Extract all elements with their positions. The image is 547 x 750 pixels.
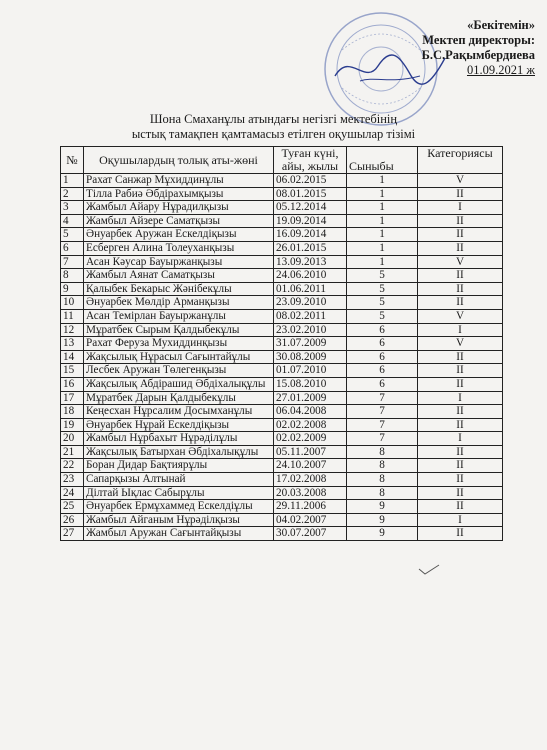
student-name: Әнуарбек Нұрай Ескелдіқызы (84, 418, 274, 432)
class-number: 9 (347, 500, 418, 514)
table-row (61, 527, 503, 541)
birth-date: 01.06.2011 (274, 282, 347, 296)
row-number: 3 (61, 201, 84, 215)
student-name: Рахат Феруза Мухиддинқызы (84, 337, 274, 351)
category: II (418, 282, 503, 296)
row-number: 21 (61, 445, 84, 459)
table-row (61, 269, 503, 283)
row-number: 24 (61, 486, 84, 500)
category: I (418, 201, 503, 215)
category: II (418, 377, 503, 391)
student-name: Кеңесхан Нұрсалим Досымханұлы (84, 405, 274, 419)
table-row (61, 391, 503, 405)
class-number: 5 (347, 309, 418, 323)
birth-date: 01.07.2010 (274, 364, 347, 378)
class-number: 1 (347, 201, 418, 215)
table-row (61, 377, 503, 391)
category: II (418, 486, 503, 500)
student-name: Әнуарбек Ермұхаммед Ескелдіұлы (84, 500, 274, 514)
student-name: Асан Кәусар Бауыржанқызы (84, 255, 274, 269)
category: II (418, 350, 503, 364)
row-number: 20 (61, 432, 84, 446)
table-row (61, 323, 503, 337)
birth-date: 27.01.2009 (274, 391, 347, 405)
student-name: Жамбыл Айганым Нұрәділқызы (84, 513, 274, 527)
table-row (61, 296, 503, 310)
header-full-name: Оқушылардың толық аты-жөні (84, 147, 274, 174)
table-row (61, 201, 503, 215)
birth-date: 06.02.2015 (274, 174, 347, 188)
birth-date: 06.04.2008 (274, 405, 347, 419)
approval-date: 01.09.2021 ж (466, 63, 535, 77)
row-number: 16 (61, 377, 84, 391)
class-number: 8 (347, 473, 418, 487)
check-mark-icon (418, 563, 440, 575)
row-number: 14 (61, 350, 84, 364)
category: II (418, 228, 503, 242)
student-name: Мұратбек Сырым Қалдыбекұлы (84, 323, 274, 337)
document-title-line-2: ыстық тамақпен қамтамасыз етілген оқушылар тізімі (131, 127, 416, 141)
row-number: 26 (61, 513, 84, 527)
row-number: 5 (61, 228, 84, 242)
category: V (418, 255, 503, 269)
row-number: 2 (61, 187, 84, 201)
table-row (61, 445, 503, 459)
category: II (418, 269, 503, 283)
class-number: 5 (347, 296, 418, 310)
category: II (418, 418, 503, 432)
student-name: Жамбыл Аянат Саматқызы (84, 269, 274, 283)
row-number: 1 (61, 174, 84, 188)
table-row (61, 473, 503, 487)
category: II (418, 364, 503, 378)
class-number: 6 (347, 337, 418, 351)
row-number: 13 (61, 337, 84, 351)
birth-date: 30.08.2009 (274, 350, 347, 364)
table-row (61, 459, 503, 473)
student-name: Есберген Алина Толеуханқызы (84, 241, 274, 255)
class-number: 1 (347, 255, 418, 269)
row-number: 6 (61, 241, 84, 255)
table-row (61, 255, 503, 269)
category: II (418, 241, 503, 255)
row-number: 9 (61, 282, 84, 296)
table-row (61, 418, 503, 432)
birth-date: 08.02.2011 (274, 309, 347, 323)
row-number: 17 (61, 391, 84, 405)
category: II (418, 296, 503, 310)
class-number: 5 (347, 269, 418, 283)
header-class: Сыныбы (347, 147, 418, 174)
birth-date: 29.11.2006 (274, 500, 347, 514)
category: I (418, 513, 503, 527)
category: V (418, 174, 503, 188)
student-name: Жақсылық Нұрасыл Сағынтайұлы (84, 350, 274, 364)
birth-date: 20.03.2008 (274, 486, 347, 500)
student-name: Жақсылық Абдірашид Әбдіхалықұлы (84, 377, 274, 391)
row-number: 27 (61, 527, 84, 541)
table-row (61, 282, 503, 296)
category: II (418, 527, 503, 541)
table-row (61, 405, 503, 419)
student-name: Боран Дидар Бақтиярұлы (84, 459, 274, 473)
table-row (61, 513, 503, 527)
class-number: 6 (347, 364, 418, 378)
row-number: 23 (61, 473, 84, 487)
class-number: 6 (347, 350, 418, 364)
birth-date: 05.11.2007 (274, 445, 347, 459)
student-name: Лесбек Аружан Төлегенқызы (84, 364, 274, 378)
category: II (418, 187, 503, 201)
category: II (418, 473, 503, 487)
category: II (418, 405, 503, 419)
class-number: 7 (347, 405, 418, 419)
student-name: Қалыбек Бекарыс Жәнібекұлы (84, 282, 274, 296)
approval-block (422, 18, 535, 78)
student-name: Сапарқызы Алтынай (84, 473, 274, 487)
birth-date: 04.02.2007 (274, 513, 347, 527)
class-number: 1 (347, 214, 418, 228)
birth-date: 26.01.2015 (274, 241, 347, 255)
table-row (61, 174, 503, 188)
row-number: 15 (61, 364, 84, 378)
row-number: 19 (61, 418, 84, 432)
category: II (418, 459, 503, 473)
table-row (61, 241, 503, 255)
student-name: Тілла Рабиә Әбдірахымқызы (84, 187, 274, 201)
category: V (418, 337, 503, 351)
table-row (61, 364, 503, 378)
class-number: 8 (347, 486, 418, 500)
birth-date: 02.02.2009 (274, 432, 347, 446)
category: I (418, 432, 503, 446)
class-number: 1 (347, 174, 418, 188)
birth-date: 23.02.2010 (274, 323, 347, 337)
category: II (418, 214, 503, 228)
student-name: Жамбыл Айару Нұрадилқызы (84, 201, 274, 215)
table-row (61, 228, 503, 242)
student-name: Жамбыл Аружан Сағынтайқызы (84, 527, 274, 541)
class-number: 8 (347, 445, 418, 459)
table-row (61, 309, 503, 323)
class-number: 8 (347, 459, 418, 473)
header-birth-date: Туған күні, айы, жылы (274, 147, 347, 174)
category: I (418, 323, 503, 337)
class-number: 7 (347, 418, 418, 432)
table-row (61, 350, 503, 364)
class-number: 1 (347, 241, 418, 255)
birth-date: 19.09.2014 (274, 214, 347, 228)
row-number: 4 (61, 214, 84, 228)
student-name: Әнуарбек Аружан Ескелдіқызы (84, 228, 274, 242)
student-name: Жамбыл Айзере Саматқызы (84, 214, 274, 228)
student-name: Асан Темірлан Бауыржанұлы (84, 309, 274, 323)
birth-date: 23.09.2010 (274, 296, 347, 310)
category: II (418, 500, 503, 514)
birth-date: 02.02.2008 (274, 418, 347, 432)
row-number: 22 (61, 459, 84, 473)
birth-date: 05.12.2014 (274, 201, 347, 215)
birth-date: 17.02.2008 (274, 473, 347, 487)
birth-date: 31.07.2009 (274, 337, 347, 351)
class-number: 7 (347, 391, 418, 405)
table-header-row (61, 147, 503, 174)
birth-date: 16.09.2014 (274, 228, 347, 242)
category: II (418, 445, 503, 459)
student-name: Рахат Санжар Мұхиддинұлы (84, 174, 274, 188)
birth-date: 24.06.2010 (274, 269, 347, 283)
student-name: Мұратбек Дарын Қалдыбекұлы (84, 391, 274, 405)
students-table (60, 146, 503, 541)
approval-person: Б.С.Рақымбердиева (421, 48, 535, 62)
table-row (61, 187, 503, 201)
class-number: 6 (347, 377, 418, 391)
table-row (61, 337, 503, 351)
birth-date: 08.01.2015 (274, 187, 347, 201)
row-number: 10 (61, 296, 84, 310)
class-number: 1 (347, 187, 418, 201)
row-number: 7 (61, 255, 84, 269)
approval-heading: «Бекітемін» (467, 18, 535, 32)
birth-date: 13.09.2013 (274, 255, 347, 269)
header-category: Категориясы (418, 147, 503, 174)
student-name: Жақсылық Батырхан Әбдіхалықұлы (84, 445, 274, 459)
student-name: Ділтай Ықлас Сабырұлы (84, 486, 274, 500)
birth-date: 15.08.2010 (274, 377, 347, 391)
birth-date: 30.07.2007 (274, 527, 347, 541)
table-row (61, 500, 503, 514)
header-number: № (61, 147, 84, 174)
class-number: 9 (347, 513, 418, 527)
student-name: Әнуарбек Мөлдір Арманқызы (84, 296, 274, 310)
class-number: 9 (347, 527, 418, 541)
class-number: 6 (347, 323, 418, 337)
table-row (61, 432, 503, 446)
document-title-line-1: Шона Смаханұлы атындағы негізгі мектебінің (149, 112, 398, 126)
row-number: 18 (61, 405, 84, 419)
birth-date: 24.10.2007 (274, 459, 347, 473)
category: I (418, 391, 503, 405)
approval-position: Мектеп директоры: (422, 33, 535, 47)
student-name: Жамбыл Нұрбахыт Нұрәділұлы (84, 432, 274, 446)
category: V (418, 309, 503, 323)
table-row (61, 486, 503, 500)
row-number: 8 (61, 269, 84, 283)
class-number: 7 (347, 432, 418, 446)
row-number: 12 (61, 323, 84, 337)
row-number: 25 (61, 500, 84, 514)
table-row (61, 214, 503, 228)
class-number: 1 (347, 228, 418, 242)
row-number: 11 (61, 309, 84, 323)
class-number: 5 (347, 282, 418, 296)
